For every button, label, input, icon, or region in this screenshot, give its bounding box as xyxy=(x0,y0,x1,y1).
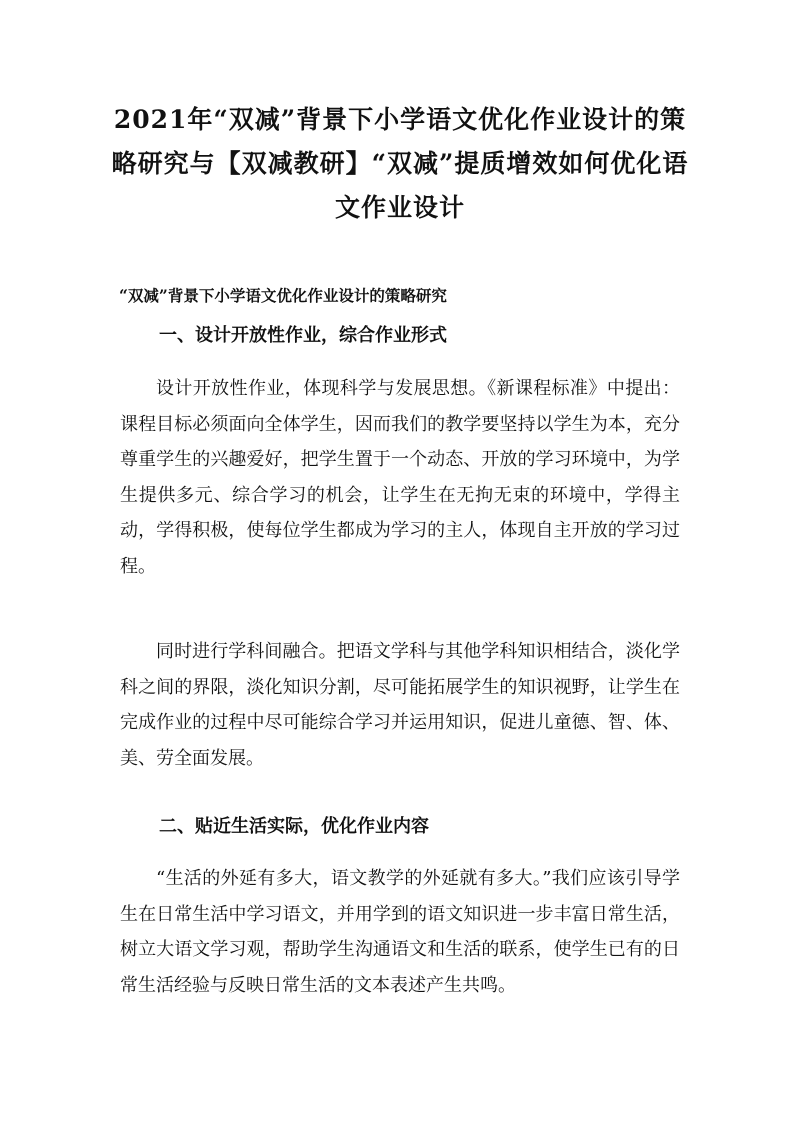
document-subtitle: “双减”背景下小学语文优化作业设计的策略研究 xyxy=(119,286,447,305)
section-1-heading: 一、设计开放性作业，综合作业形式 xyxy=(159,325,447,346)
section-2-heading: 二、贴近生活实际，优化作业内容 xyxy=(159,816,429,837)
section-2-paragraph-1: “生活的外延有多大，语文教学的外延就有多大。”我们应该引导学生在日常生活中学习语文，并用学到的语文知识进一步丰富日常生活，树立大语文学习观，帮助学生沟通语文和生活的联系，使学生已有的日常生活经验与反映日常生活的文本表述产生共鸣。 xyxy=(120,868,680,996)
section-1-paragraph-2: 同时进行学科间融合。把语文学科与其他学科知识相结合，淡化学科之间的界限，淡化知识分割，尽可能拓展学生的知识视野，让学生在完成作业的过程中尽可能综合学习并运用知识，促进儿童德、智、体、美、劳全面发展。 xyxy=(120,641,680,769)
section-1-paragraph-1: 设计开放性作业，体现科学与发展思想。《新课程标准》中提出：课程目标必须面向全体学生，因而我们的教学要坚持以学生为本，充分尊重学生的兴趣爱好，把学生置于一个动态、开放的学习环境中，为学生提供多元、综合学习的机会，让学生在无拘无束的环境中，学得主动，学得积极，使每位学生都成为学习的主人，体现自主开放的学习过程。 xyxy=(120,378,680,577)
document-title: 2021年“双减”背景下小学语文优化作业设计的策略研究与【双减教研】“双减”提质增效如何优化语文作业设计 xyxy=(111,105,689,222)
